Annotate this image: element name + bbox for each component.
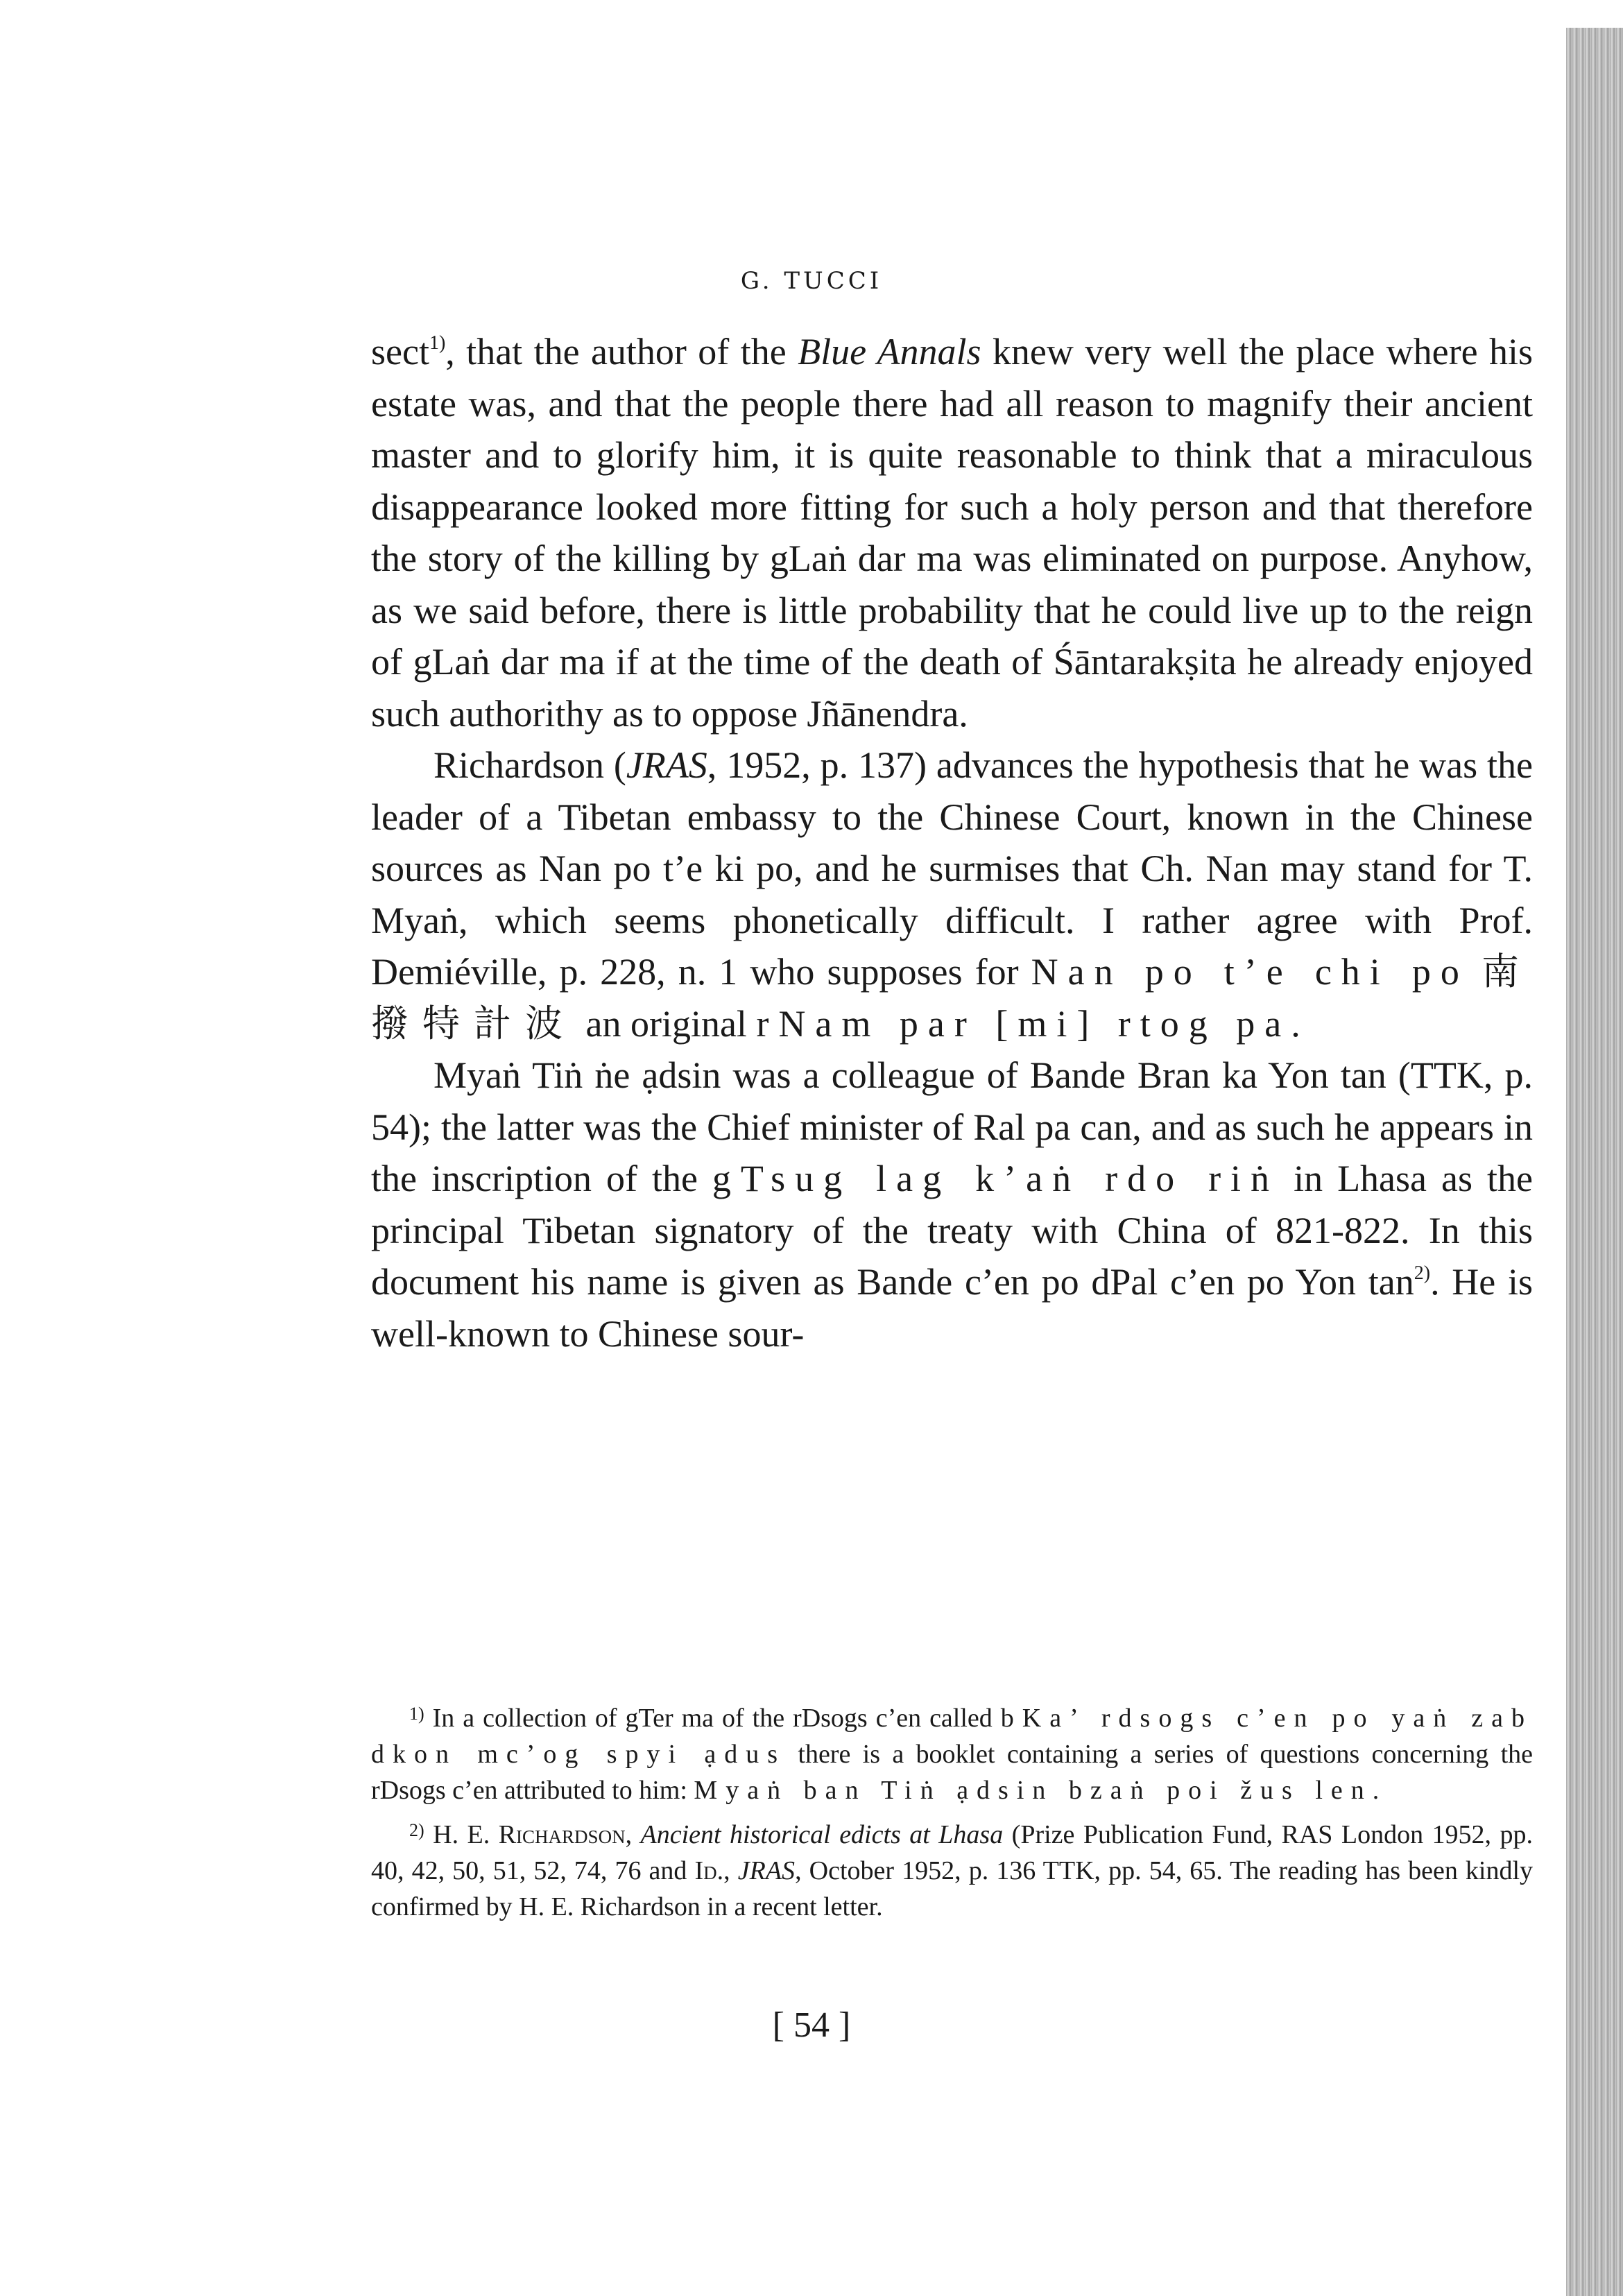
- text-segment: Myaṅ Tiṅ ṅe ạdsin was a colleague of Bande Bran ka Yon tan (TTK, p. 54); the latter was the Chief minister of Ral pa can, and as such he appears in the inscription of the: [371, 1054, 1533, 1199]
- journal-jras: JRAS: [626, 744, 707, 786]
- journal-jras: JRAS: [737, 1856, 796, 1885]
- paragraph-1: [371, 326, 1533, 739]
- text-segment: .: [1372, 1776, 1380, 1805]
- text-segment: , that the author of the: [445, 331, 798, 372]
- footnote-marker: 1): [409, 1704, 424, 1724]
- text-segment: knew very well the place where his estate was, and that the people there had all reason to magnify their ancient master and to glorify him, it is quite reasonable to think that a miraculous disappearance looked more fitting for such a holy person and that therefore the story of the killing by gLaṅ dar ma was eliminated on purpose. Anyhow, as we said before, there is little probability that he could live up to the reign of gLaṅ dar ma if at the time of the death of Śāntarakṣita he already enjoyed such authorithy as to oppose Jñānendra.: [371, 331, 1534, 735]
- running-head: G. TUCCI: [740, 267, 883, 295]
- text-segment: , October 1952, p. 136 TTK, pp. 54, 65. The reading has been kindly confirmed by H. E. Richardson in a recent letter.: [371, 1856, 1534, 1921]
- paragraph-2: [371, 739, 1533, 1050]
- work-name: Myaṅ ban Tiṅ ạdsin bzaṅ poi žus len: [694, 1776, 1373, 1805]
- footnote-2: [371, 1813, 1533, 1925]
- text-segment: , 1952, p. 137) advances the hypothesis that he was the leader of a Tibetan embassy to the Chinese Court, known in the Chinese sources as Nan po t’e ki po, and he surmises that Ch. Nan may stand for T. Myaṅ, which seems phonetically difficult. I rather agree with Prof. Demiéville, p. 228, n. 1 who supposes for: [371, 744, 1534, 993]
- text-segment: In a collection of gTer ma of the rDsogs c’en called: [424, 1704, 1001, 1733]
- book-title: Ancient historical edicts at Lhasa: [640, 1820, 1004, 1849]
- author-name: H. E. Richardson: [433, 1820, 626, 1849]
- text-segment: (Prize Publication Fund, RAS London 1952, pp. 40, 42, 50, 51, 52, 74, 76 and: [371, 1820, 1534, 1885]
- text-segment: Richardson (: [433, 744, 626, 786]
- romanized-chinese-name: Nan po t’e chi po: [1031, 951, 1469, 993]
- text-segment: in Lhasa as the principal Tibetan signatory of the treaty with China of 821-822. In this document his name is given as Bande c’en po dPal c’en po Yon tan: [371, 1158, 1533, 1303]
- footnote-ref-1[interactable]: 1): [429, 332, 446, 354]
- tibetan-name: rNam par [mi] rtog pa: [756, 1002, 1291, 1045]
- page-edge-scan-shadow: [1566, 28, 1623, 2296]
- footnote-ref-2[interactable]: 2): [1414, 1262, 1431, 1284]
- text-segment: . He is well-known to Chinese sour-: [371, 1261, 1534, 1355]
- text-segment: ,: [723, 1856, 738, 1885]
- main-text: [371, 326, 1533, 1360]
- title-blue-annals: Blue Annals: [798, 331, 981, 372]
- footnote-marker: 2): [409, 1820, 424, 1840]
- ibid-abbreviation: Id.: [694, 1856, 724, 1885]
- paragraph-3: [371, 1050, 1533, 1360]
- footnote-1: [371, 1696, 1533, 1808]
- text-segment: ,: [625, 1820, 641, 1849]
- work-title: bKa’ rdsogs c’en po yaṅ zab dkon mc’og spyi ạdus: [371, 1704, 1534, 1769]
- page-number: [ 54 ]: [772, 2005, 851, 2045]
- text-segment: there is a booklet containing a series of questions concerning the rDsogs c’en attributed to him:: [371, 1740, 1533, 1805]
- place-name: gTsug lag k’aṅ rdo riṅ: [712, 1158, 1280, 1199]
- text-segment: an original: [576, 1002, 757, 1045]
- text-segment: .: [1291, 1002, 1300, 1045]
- text-segment: sect: [371, 331, 429, 372]
- footnotes: [371, 1696, 1533, 1929]
- chinese-characters: 南撥特計波: [371, 951, 1533, 1045]
